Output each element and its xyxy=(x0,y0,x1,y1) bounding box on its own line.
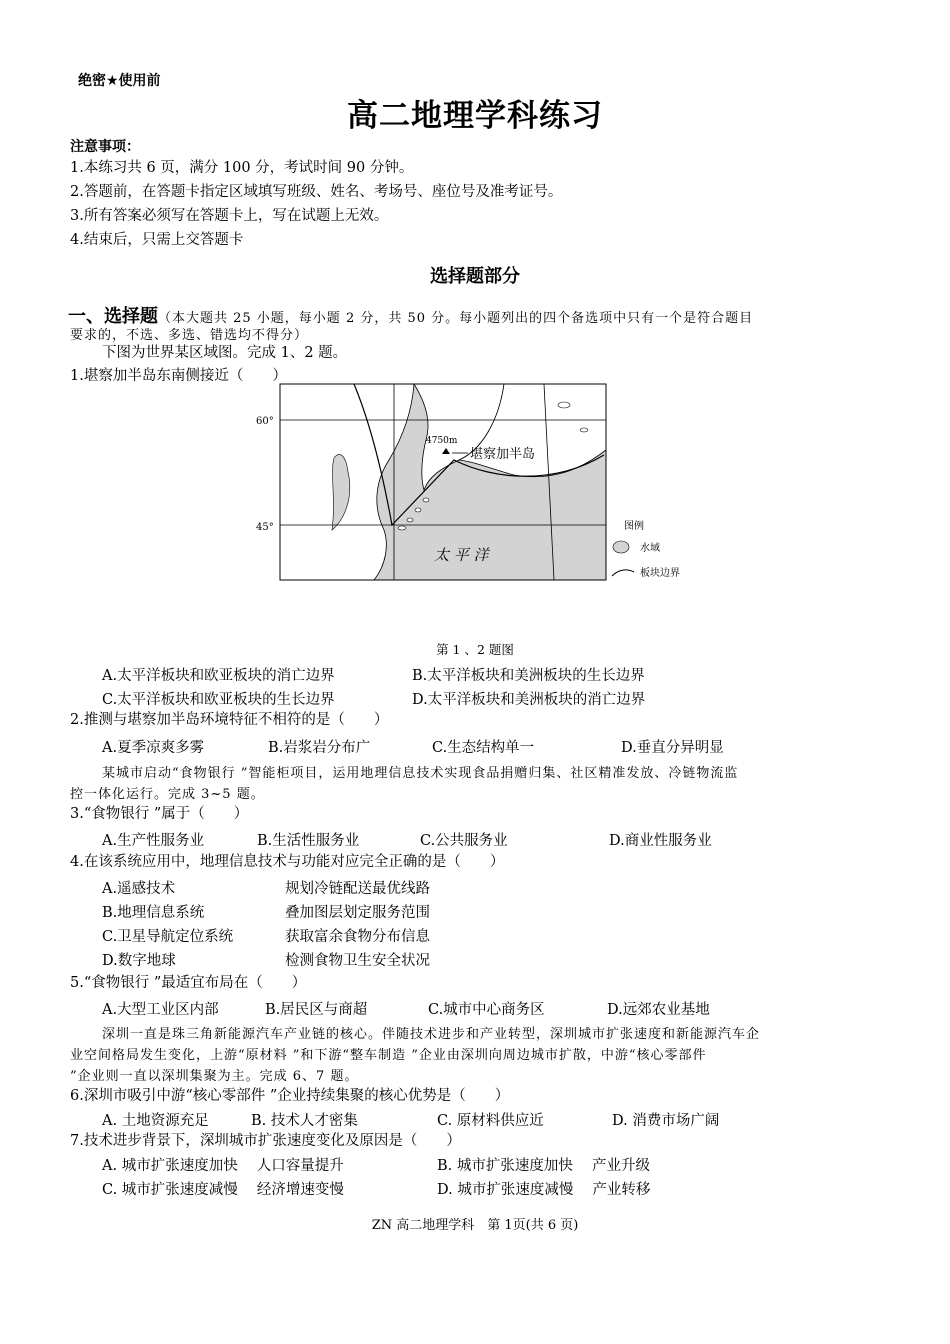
option-d: D.太平洋板块和美洲板块的消亡边界 xyxy=(412,692,646,708)
page-footer: ZN 高二地理学科 第 1页(共 6 页) xyxy=(371,1218,579,1233)
question-stem: 2.推测与堪察加半岛环境特征不相符的是（ ） xyxy=(70,712,389,728)
option-c-tech: C.卫星导航定位系统 xyxy=(102,929,234,945)
note-item: 1.本练习共 6 页，满分 100 分，考试时间 90 分钟。 xyxy=(70,160,414,176)
option-a: A.生产性服务业 xyxy=(102,833,205,849)
legend-water-swatch xyxy=(613,541,629,553)
part-description-cont: 要求的，不选、多选、错选均不得分） xyxy=(70,328,309,343)
option-d: D.商业性服务业 xyxy=(609,833,712,849)
option-a-tech: A.遥感技术 xyxy=(102,881,176,897)
option-b: B.居民区与商超 xyxy=(265,1002,368,1018)
question-stem: 7.技术进步背景下，深圳城市扩张速度变化及原因是（ ） xyxy=(70,1133,461,1149)
note-item: 3.所有答案必须写在答题卡上，写在试题上无效。 xyxy=(70,208,389,224)
option-d: D.远郊农业基地 xyxy=(607,1002,710,1018)
option-c-func: 获取富余食物分布信息 xyxy=(285,929,430,945)
map-lat-label-45: 45° xyxy=(256,522,274,533)
note-item: 4.结束后，只需上交答题卡 xyxy=(70,232,244,248)
option-b: B.生活性服务业 xyxy=(257,833,360,849)
question-stem: 3.“食物银行 ”属于（ ） xyxy=(70,806,249,822)
option-a: A. 城市扩张速度加快 人口容量提升 xyxy=(102,1158,344,1174)
legend-water-label: 水域 xyxy=(640,543,660,554)
option-b: B.太平洋板块和美洲板块的生长边界 xyxy=(412,668,645,684)
map-peninsula-label: 堪察加半岛 xyxy=(470,447,536,462)
option-b: B.岩浆岩分布广 xyxy=(268,740,371,756)
group-intro: 下图为世界某区域图。完成 1、2 题。 xyxy=(102,345,348,361)
section-title: 选择题部分 xyxy=(430,266,520,287)
option-d-tech: D.数字地球 xyxy=(102,953,176,969)
option-c: C. 城市扩张速度减慢 经济增速变慢 xyxy=(102,1182,344,1198)
group-intro-cont: 业空间格局发生变化，上游“原材料 ”和下游“整车制造 ”企业由深圳向周边城市扩散，中游“核心零部件 xyxy=(70,1048,707,1063)
group-intro-cont: ”企业则一直以深圳集聚为主。完成 6、7 题。 xyxy=(70,1069,359,1084)
option-c: C. 原材料供应近 xyxy=(437,1113,544,1129)
question-stem: 5.“食物银行 ”最适宜布局在（ ） xyxy=(70,975,307,991)
option-a: A.太平洋板块和欧亚板块的消亡边界 xyxy=(102,668,335,684)
page-title: 高二地理学科练习 xyxy=(347,98,603,134)
question-stem: 6.深圳市吸引中游“核心零部件 ”企业持续集聚的核心优势是（ ） xyxy=(70,1088,510,1104)
question-stem: 1.堪察加半岛东南侧接近（ ） xyxy=(70,368,287,384)
map-ocean-label: 太 平 洋 xyxy=(434,546,489,564)
part-label: 一、选择题 xyxy=(68,306,158,327)
option-a-func: 规划冷链配送最优线路 xyxy=(285,881,430,897)
option-b-func: 叠加图层划定服务范围 xyxy=(285,905,430,921)
legend-title: 图例 xyxy=(624,521,644,532)
option-d: D.垂直分异明显 xyxy=(621,740,724,756)
legend-boundary-swatch xyxy=(612,570,634,576)
region-map xyxy=(254,380,694,590)
option-c: C.公共服务业 xyxy=(420,833,508,849)
legend-boundary-label: 板块边界 xyxy=(640,568,680,579)
map-caption: 第 1 、2 题图 xyxy=(436,642,514,657)
group-intro: 某城市启动“食物银行 ”智能柜项目，运用地理信息技术实现食品捐赠归集、社区精准发放、冷链物流监 xyxy=(102,766,739,781)
question-stem: 4.在该系统应用中，地理信息技术与功能对应完全正确的是（ ） xyxy=(70,854,505,870)
option-c: C.太平洋板块和欧亚板块的生长边界 xyxy=(102,692,335,708)
option-b: B. 技术人才密集 xyxy=(251,1113,358,1129)
option-a: A.夏季凉爽多雾 xyxy=(102,740,205,756)
group-intro-cont: 控一体化运行。完成 3~5 题。 xyxy=(70,787,265,802)
option-c: C.城市中心商务区 xyxy=(428,1002,545,1018)
group-intro: 深圳一直是珠三角新能源汽车产业链的核心。伴随技术进步和产业转型，深圳城市扩张速度和新能源汽车企 xyxy=(102,1027,761,1042)
option-c: C.生态结构单一 xyxy=(432,740,535,756)
note-item: 2.答题前，在答题卡指定区域填写班级、姓名、考场号、座位号及准考证号。 xyxy=(70,184,563,200)
map-elevation-label: 4750m xyxy=(426,436,458,446)
option-d: D. 消费市场广阔 xyxy=(612,1113,720,1129)
confidential-mark: 绝密★使用前 xyxy=(78,73,161,89)
part-description: （本大题共 25 小题，每小题 2 分，共 50 分。每小题列出的四个备选项中只有一个是符合题目 xyxy=(158,311,754,326)
map-lat-label-60: 60° xyxy=(256,416,274,427)
option-a: A. 土地资源充足 xyxy=(102,1113,209,1129)
option-b: B. 城市扩张速度加快 产业升级 xyxy=(437,1158,650,1174)
option-d: D. 城市扩张速度减慢 产业转移 xyxy=(437,1182,651,1198)
option-a: A.大型工业区内部 xyxy=(102,1002,219,1018)
option-d-func: 检测食物卫生安全状况 xyxy=(285,953,430,969)
option-b-tech: B.地理信息系统 xyxy=(102,905,205,921)
notes-heading: 注意事项： xyxy=(70,139,140,155)
